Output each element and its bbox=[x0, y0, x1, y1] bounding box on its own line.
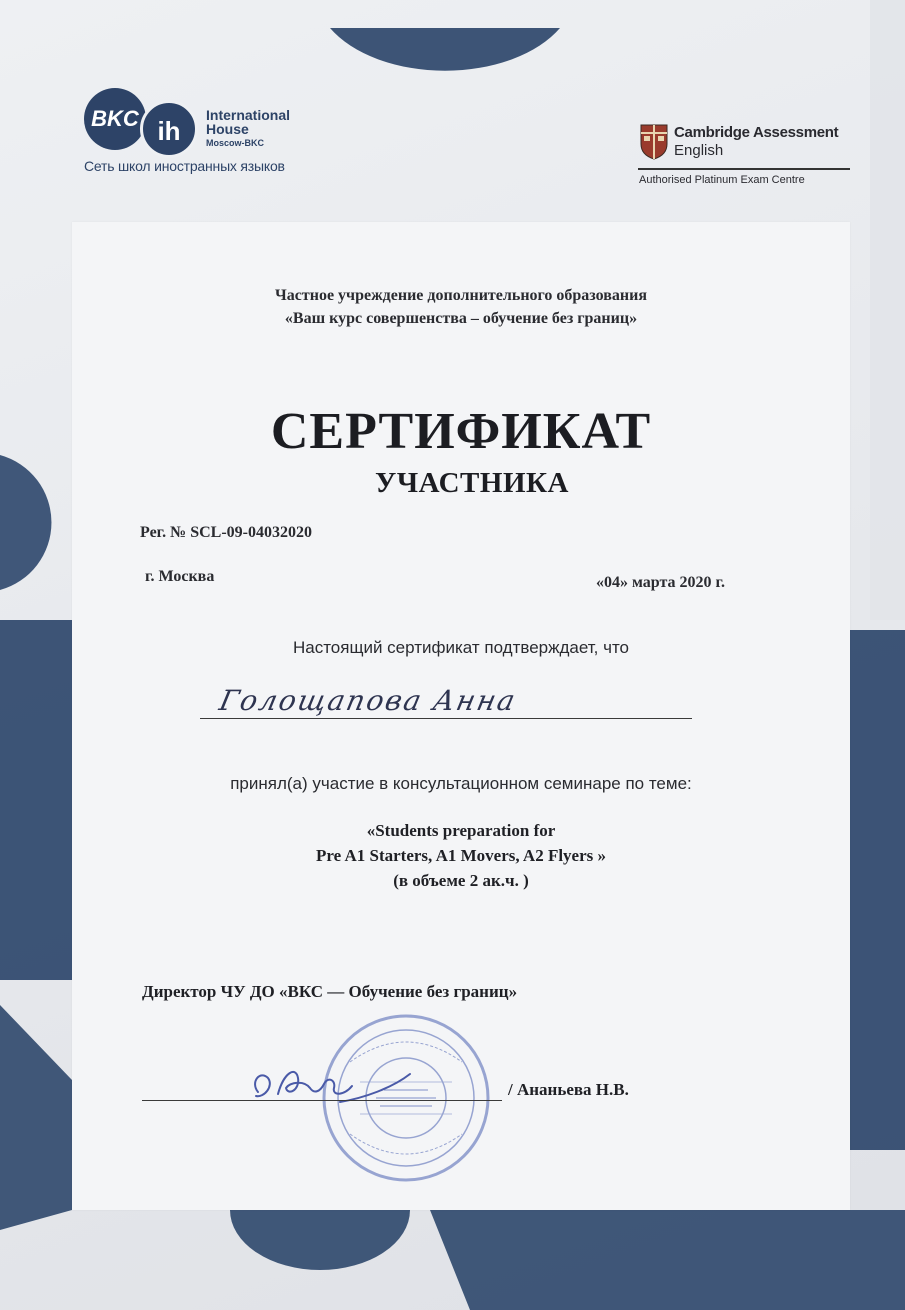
topic-line2: Pre A1 Starters, A1 Movers, A2 Flyers » bbox=[315, 846, 607, 865]
registration-number: Рег. № SCL-09-04032020 bbox=[140, 524, 312, 541]
participation-text: принял(а) участие в консультационном семинаре по теме: bbox=[230, 774, 692, 793]
certificate-subtitle: УЧАСТНИКА bbox=[375, 467, 569, 499]
org-line1: Частное учреждение дополнительного образования bbox=[275, 287, 647, 304]
decor-bottom-right bbox=[430, 1210, 905, 1310]
ih-sub: Moscow-BKC bbox=[206, 138, 264, 148]
topic-line3: (в объеме 2 ак.ч. ) bbox=[393, 871, 529, 890]
ih-name-line2: House bbox=[206, 121, 249, 137]
cambridge-line2: English bbox=[674, 142, 724, 159]
ih-name bbox=[206, 108, 290, 136]
signer-name: / Ананьева Н.В. bbox=[508, 1080, 629, 1099]
certificate-title: СЕРТИФИКАТ bbox=[270, 403, 652, 460]
bkc-mark: BKC bbox=[84, 88, 146, 150]
organization-name bbox=[72, 284, 850, 330]
ih-tagline: Сеть школ иностранных языков bbox=[84, 158, 285, 174]
signature-line bbox=[142, 1100, 502, 1101]
decor-bottom-arc bbox=[230, 1210, 410, 1270]
cambridge-rule bbox=[638, 168, 850, 170]
ih-name-line1: International bbox=[206, 107, 291, 123]
seminar-topic bbox=[72, 818, 850, 893]
decor-left-bar bbox=[0, 620, 72, 980]
decor-right-bar bbox=[850, 630, 905, 1150]
decor-left-half-circle bbox=[0, 455, 51, 590]
cambridge-logo bbox=[638, 122, 853, 192]
decor-top-arc bbox=[330, 28, 560, 71]
issue-date: «04» марта 2020 г. bbox=[596, 574, 725, 591]
decor-top-right-strip bbox=[870, 0, 905, 620]
ih-mark: ih bbox=[140, 100, 198, 158]
cambridge-shield-icon bbox=[640, 124, 668, 160]
cambridge-line1: Cambridge Assessment bbox=[674, 124, 839, 141]
city: г. Москва bbox=[145, 568, 215, 585]
recipient-underline bbox=[200, 718, 692, 719]
topic-line1: «Students preparation for bbox=[366, 821, 556, 840]
confirm-text: Настоящий сертификат подтверждает, что bbox=[292, 638, 630, 657]
director-title: Директор ЧУ ДО «ВКС — Обучение без границ» bbox=[142, 982, 518, 1001]
ih-logo bbox=[84, 88, 314, 178]
certificate-panel bbox=[72, 222, 850, 1210]
decor-left-triangle bbox=[0, 1005, 72, 1230]
signature-icon bbox=[244, 1052, 414, 1112]
recipient-name: Голощапова Анна bbox=[216, 684, 520, 717]
cambridge-line3: Authorised Platinum Exam Centre bbox=[639, 174, 805, 186]
org-line2: «Ваш курс совершенства – обучение без границ» bbox=[284, 310, 638, 327]
